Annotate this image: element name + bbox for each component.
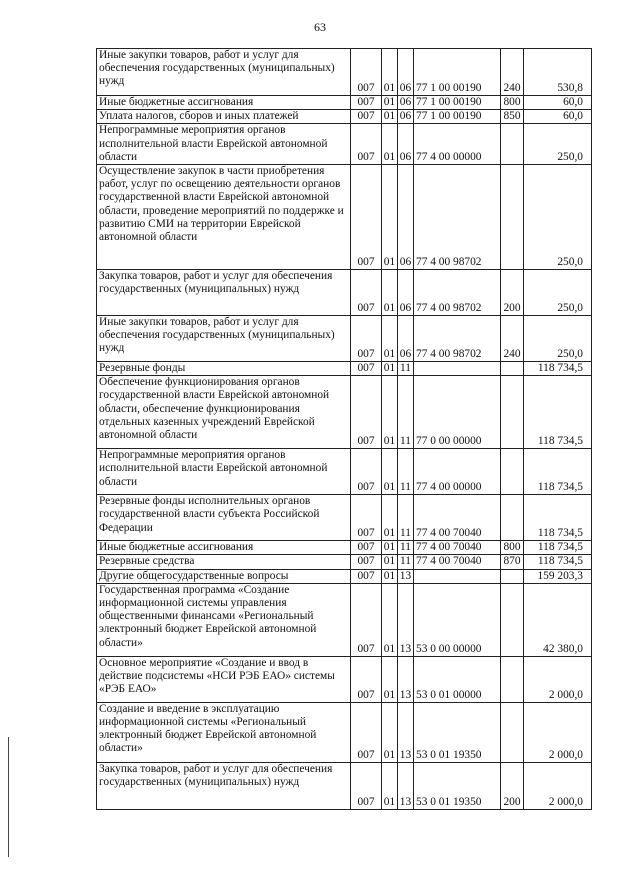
row-rz: 01 [382, 569, 398, 583]
row-sum: 2 000,0 [524, 762, 592, 809]
table-row [97, 165, 592, 270]
row-gr: 007 [351, 702, 382, 762]
row-name: Закупка товаров, работ и услуг для обеспечения государственных (муниципальных) нужд [97, 762, 351, 809]
row-name: Иные закупки товаров, работ и услуг для обеспечения государственных (муниципальных) нужд [97, 316, 351, 362]
row-name: Иные закупки товаров, работ и услуг для обеспечения государственных (муниципальных) нужд [97, 49, 351, 96]
table-row [97, 702, 592, 762]
row-name: Резервные средства [97, 555, 351, 569]
row-sum: 118 734,5 [524, 495, 592, 541]
row-vr [501, 362, 524, 376]
row-gr: 007 [351, 762, 382, 809]
row-target [414, 569, 501, 583]
row-pr: 11 [398, 362, 414, 376]
table-row [97, 656, 592, 702]
row-name: Осуществление закупок в части приобретения работ, услуг по освещению деятельности органов государственной власти Еврейской автономной области, проведение мероприятий по поддержке и развитию СМИ на территории Еврейской автономной области [97, 165, 351, 270]
row-target: 77 1 00 00190 [414, 96, 501, 110]
table-row [97, 376, 592, 449]
row-rz: 01 [382, 495, 398, 541]
row-sum: 60,0 [524, 96, 592, 110]
table-row [97, 49, 592, 96]
row-gr: 007 [351, 583, 382, 656]
row-vr [501, 569, 524, 583]
row-sum: 60,0 [524, 110, 592, 124]
row-target: 77 0 00 00000 [414, 376, 501, 449]
row-sum: 118 734,5 [524, 555, 592, 569]
row-rz: 01 [382, 96, 398, 110]
table-row [97, 124, 592, 165]
row-vr [501, 376, 524, 449]
row-target: 77 4 00 70040 [414, 541, 501, 555]
row-sum: 250,0 [524, 165, 592, 270]
table-row [97, 449, 592, 495]
row-name: Непрограммные мероприятия органов исполнительной власти Еврейской автономной области [97, 124, 351, 165]
row-pr: 13 [398, 569, 414, 583]
row-sum: 530,8 [524, 49, 592, 96]
row-gr: 007 [351, 569, 382, 583]
row-target: 77 4 00 70040 [414, 495, 501, 541]
row-target: 77 1 00 00190 [414, 49, 501, 96]
row-sum: 2 000,0 [524, 702, 592, 762]
row-vr: 200 [501, 270, 524, 316]
row-rz: 01 [382, 583, 398, 656]
row-sum: 118 734,5 [524, 449, 592, 495]
row-target: 77 4 00 00000 [414, 124, 501, 165]
row-sum: 118 734,5 [524, 362, 592, 376]
row-rz: 01 [382, 362, 398, 376]
row-gr: 007 [351, 376, 382, 449]
row-gr: 007 [351, 555, 382, 569]
row-pr: 06 [398, 124, 414, 165]
row-vr [501, 495, 524, 541]
row-vr: 870 [501, 555, 524, 569]
row-gr: 007 [351, 656, 382, 702]
row-gr: 007 [351, 270, 382, 316]
row-vr: 800 [501, 541, 524, 555]
row-gr: 007 [351, 495, 382, 541]
row-vr: 200 [501, 762, 524, 809]
table-row [97, 541, 592, 555]
row-rz: 01 [382, 124, 398, 165]
row-pr: 06 [398, 110, 414, 124]
row-name: Обеспечение функционирования органов государственной власти Еврейской автономной области, обеспечение функционирования отдельных казенных учреждений Еврейской автономной области [97, 376, 351, 449]
row-rz: 01 [382, 110, 398, 124]
row-pr: 13 [398, 583, 414, 656]
row-vr [501, 165, 524, 270]
row-rz: 01 [382, 541, 398, 555]
row-rz: 01 [382, 270, 398, 316]
row-rz: 01 [382, 656, 398, 702]
row-target: 77 4 00 98702 [414, 316, 501, 362]
row-target: 77 4 00 98702 [414, 165, 501, 270]
row-pr: 06 [398, 316, 414, 362]
row-gr: 007 [351, 96, 382, 110]
row-gr: 007 [351, 316, 382, 362]
row-pr: 13 [398, 702, 414, 762]
row-name: Основное мероприятие «Создание и ввод в действие подсистемы «НСИ РЭБ ЕАО» системы «РЭБ ЕАО» [97, 656, 351, 702]
table-row [97, 110, 592, 124]
row-rz: 01 [382, 376, 398, 449]
row-name: Уплата налогов, сборов и иных платежей [97, 110, 351, 124]
row-rz: 01 [382, 49, 398, 96]
row-gr: 007 [351, 449, 382, 495]
row-sum: 159 203,3 [524, 569, 592, 583]
row-name: Иные бюджетные ассигнования [97, 541, 351, 555]
row-pr: 11 [398, 449, 414, 495]
row-gr: 007 [351, 165, 382, 270]
row-sum: 118 734,5 [524, 541, 592, 555]
row-vr [501, 124, 524, 165]
row-rz: 01 [382, 165, 398, 270]
row-sum: 250,0 [524, 270, 592, 316]
margin-line [8, 737, 9, 857]
row-name: Государственная программа «Создание информационной системы управления общественными финансами «Региональный электронный бюджет Еврейской автономной области» [97, 583, 351, 656]
row-name: Резервные фонды исполнительных органов государственной власти субъекта Российской Федерации [97, 495, 351, 541]
row-pr: 11 [398, 376, 414, 449]
page-number: 63 [314, 20, 326, 34]
table-row [97, 762, 592, 809]
row-vr: 850 [501, 110, 524, 124]
row-target: 77 4 00 98702 [414, 270, 501, 316]
row-rz: 01 [382, 449, 398, 495]
row-target: 53 0 01 00000 [414, 656, 501, 702]
row-name: Закупка товаров, работ и услуг для обеспечения государственных (муниципальных) нужд [97, 270, 351, 316]
table-row [97, 270, 592, 316]
row-vr [501, 449, 524, 495]
row-vr [501, 702, 524, 762]
row-pr: 13 [398, 762, 414, 809]
row-target: 53 0 01 19350 [414, 702, 501, 762]
table-row [97, 362, 592, 376]
row-vr: 240 [501, 49, 524, 96]
table-row [97, 96, 592, 110]
row-rz: 01 [382, 702, 398, 762]
row-pr: 06 [398, 270, 414, 316]
table-row [97, 316, 592, 362]
row-name: Другие общегосударственные вопросы [97, 569, 351, 583]
table-row [97, 583, 592, 656]
row-sum: 2 000,0 [524, 656, 592, 702]
row-target: 53 0 01 19350 [414, 762, 501, 809]
row-sum: 42 380,0 [524, 583, 592, 656]
row-name: Непрограммные мероприятия органов исполнительной власти Еврейской автономной области [97, 449, 351, 495]
row-vr: 240 [501, 316, 524, 362]
row-name: Резервные фонды [97, 362, 351, 376]
table-body [97, 49, 592, 810]
row-target: 77 4 00 70040 [414, 555, 501, 569]
row-gr: 007 [351, 110, 382, 124]
row-gr: 007 [351, 124, 382, 165]
row-pr: 06 [398, 96, 414, 110]
row-pr: 13 [398, 656, 414, 702]
row-rz: 01 [382, 762, 398, 809]
row-sum: 250,0 [524, 124, 592, 165]
row-gr: 007 [351, 541, 382, 555]
row-vr [501, 583, 524, 656]
row-rz: 01 [382, 555, 398, 569]
row-vr: 800 [501, 96, 524, 110]
budget-table [96, 48, 592, 810]
row-gr: 007 [351, 362, 382, 376]
table-row [97, 569, 592, 583]
row-vr [501, 656, 524, 702]
table-row [97, 495, 592, 541]
row-pr: 11 [398, 495, 414, 541]
row-rz: 01 [382, 316, 398, 362]
row-gr: 007 [351, 49, 382, 96]
row-pr: 06 [398, 49, 414, 96]
row-sum: 118 734,5 [524, 376, 592, 449]
row-pr: 11 [398, 555, 414, 569]
row-target: 53 0 00 00000 [414, 583, 501, 656]
row-sum: 250,0 [524, 316, 592, 362]
table-row [97, 555, 592, 569]
row-pr: 06 [398, 165, 414, 270]
row-pr: 11 [398, 541, 414, 555]
row-target [414, 362, 501, 376]
row-target: 77 1 00 00190 [414, 110, 501, 124]
row-name: Создание и введение в эксплуатацию информационной системы «Региональный электронный бюджет Еврейской автономной области» [97, 702, 351, 762]
row-target: 77 4 00 00000 [414, 449, 501, 495]
row-name: Иные бюджетные ассигнования [97, 96, 351, 110]
